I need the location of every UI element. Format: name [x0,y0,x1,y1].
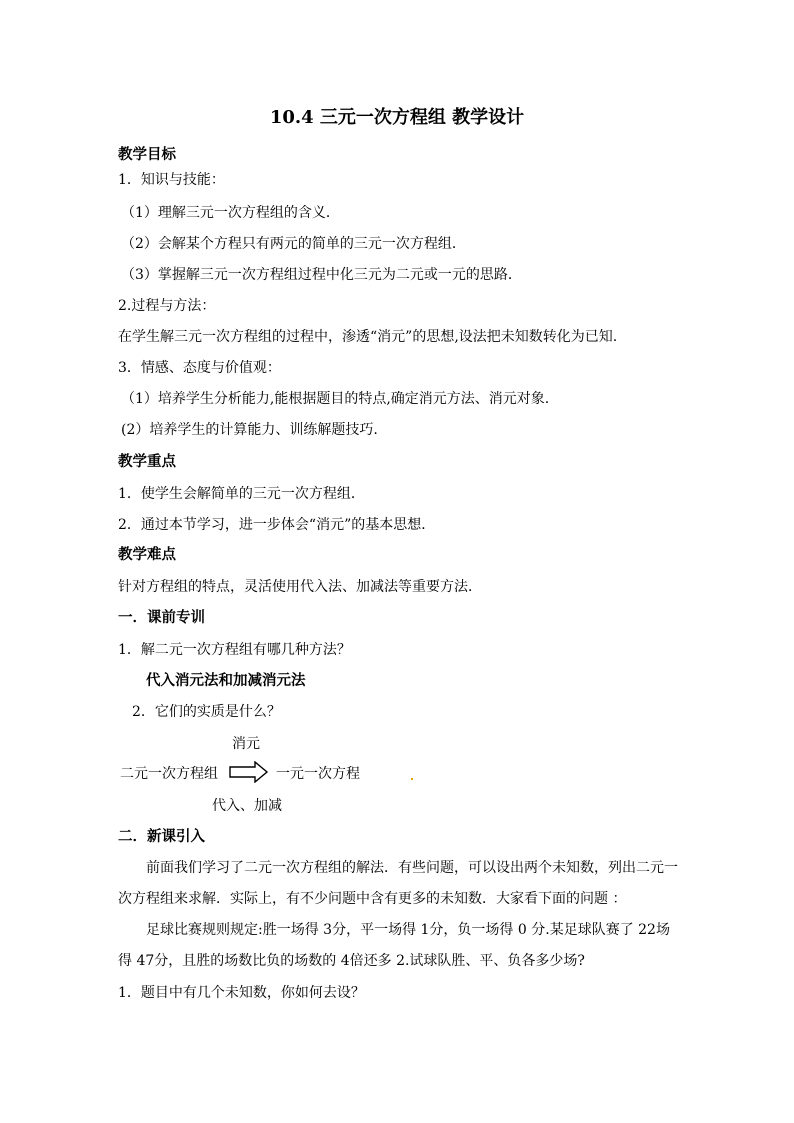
document-title: 10.4 三元一次方程组 教学设计 [269,107,525,128]
intro-question-1: 1．题目中有几个未知数，你如何去设？ [118,985,365,1001]
difficulty-heading: 教学难点 [118,546,176,563]
goals-item-4: （1）培养学生分析能力,能根据题目的特点,确定消元方法、消元对象. [121,391,550,407]
goals-item-3: （3）掌握解三元一次方程组过程中化三元为二元或一元的思路． [121,267,522,283]
goals-section-2: 2.过程与方法： [118,298,216,314]
diagram-right-label: 一元一次方程 [276,766,360,782]
diagram-left-label: 二元一次方程组 [120,766,218,782]
key-heading: 教学重点 [118,453,176,470]
intro-paragraph-1-line-2: 次方程组来求解．实际上，有不少问题中含有更多的未知数．大家看下面的问题 ： [118,891,627,907]
goals-section-2-text: 在学生解三元一次方程组的过程中，渗透“消元”的思想,设法把未知数转化为已知. [118,329,618,345]
difficulty-text: 针对方程组的特点，灵活使用代入法、加减法等重要方法． [118,579,482,595]
key-item-2: 2．通过本节学习，进一步体会“消元”的基本思想． [118,517,436,533]
pre-question-1: 1．解二元一次方程组有哪几种方法？ [118,642,351,658]
pre-question-2: 2．它们的实质是什么？ [132,704,281,720]
pre-answer-1: 代入消元法和加减消元法 [146,672,306,689]
diagram-bottom-label: 代入、加减 [212,798,282,814]
goals-item-1: （1）理解三元一次方程组的含义． [121,205,340,221]
diagram-top-label: 消元 [232,736,260,752]
pre-heading: 一．课前专训 [118,609,205,626]
intro-paragraph-2-line-1: 足球比赛规则规定:胜一场得 3分，平一场得 1分，负一场得 0 分.某足球队赛了 22场 [146,922,670,938]
key-item-1: 1．使学生会解简单的三元一次方程组． [118,486,365,502]
goals-section-3: 3．情感、态度与价值观： [118,360,281,376]
goals-section-1: 1．知识与技能： [118,172,225,188]
intro-paragraph-2-line-2: 得 47分，且胜的场数比负的场数的 4倍还多 2.试球队胜、平、负各多少场? [118,953,585,969]
stray-dot [411,778,413,780]
goals-heading: 教学目标 [118,146,176,163]
intro-paragraph-1-line-1: 前面我们学习了二元一次方程组的解法．有些问题，可以设出两个未知数，列出二元一 [146,860,678,876]
intro-heading: 二．新课引入 [118,828,205,845]
goals-item-5: (2）培养学生的计算能力、训练解题技巧. [121,422,378,438]
goals-item-2: （2）会解某个方程只有两元的简单的三元一次方程组． [121,236,466,252]
right-arrow-icon [229,761,269,783]
